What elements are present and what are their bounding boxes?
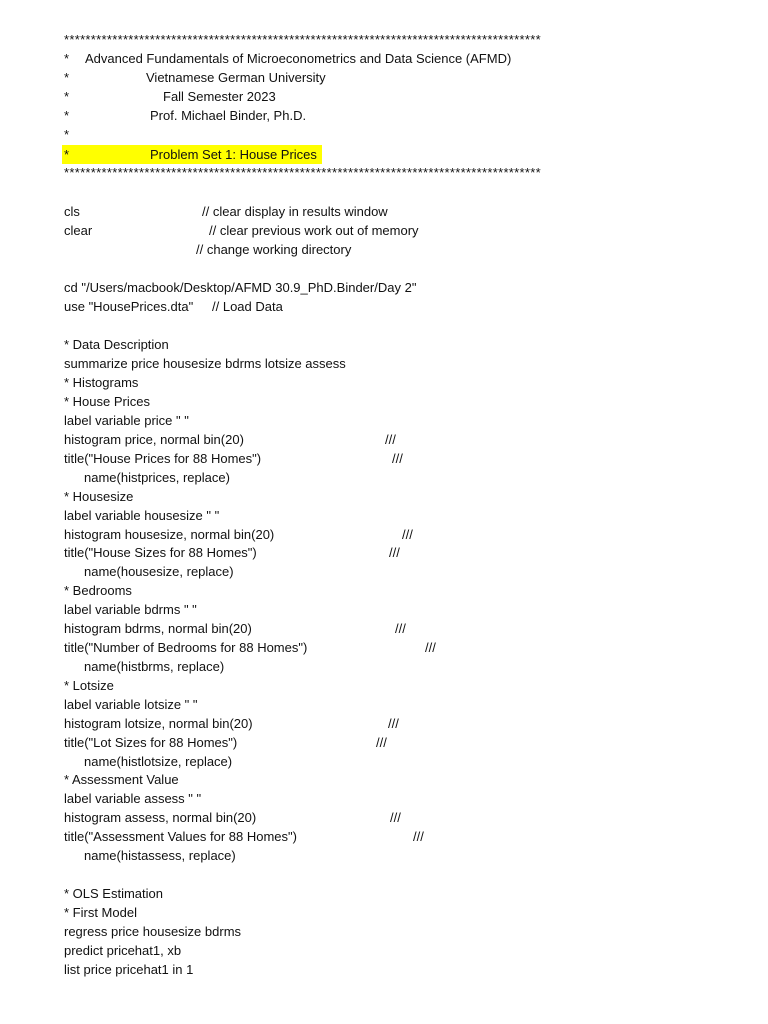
list-command: list price pricehat1 in 1 <box>64 962 194 977</box>
header-star: * <box>64 89 70 104</box>
use-command: use "HousePrices.dta" <box>64 299 194 314</box>
predict-command: predict pricehat1, xb <box>64 943 182 958</box>
header-star: * <box>64 127 70 142</box>
title-bdrms: title("Number of Bedrooms for 88 Homes") <box>64 640 308 655</box>
label-lotsize: label variable lotsize " " <box>64 697 198 712</box>
course-title: Advanced Fundamentals of Microeconometrics and Data Science (AFMD) <box>85 51 512 66</box>
histogram-housesize: histogram housesize, normal bin(20) <box>64 527 275 542</box>
instructor: Prof. Michael Binder, Ph.D. <box>150 108 307 123</box>
header-star: * <box>64 108 70 123</box>
cls-comment: // clear display in results window <box>202 204 388 219</box>
semester: Fall Semester 2023 <box>163 89 276 104</box>
comment-data-description: * Data Description <box>64 337 169 352</box>
header-stars-bottom: ***************************************************************************************** <box>64 165 541 180</box>
title-housesize: title("House Sizes for 88 Homes") <box>64 545 257 560</box>
line-continuation: /// <box>385 432 396 447</box>
title-price: title("House Prices for 88 Homes") <box>64 451 262 466</box>
title-assess: title("Assessment Values for 88 Homes") <box>64 829 297 844</box>
line-continuation: /// <box>376 735 387 750</box>
title-lotsize: title("Lot Sizes for 88 Homes") <box>64 735 238 750</box>
line-continuation: /// <box>402 527 413 542</box>
name-assess: name(histassess, replace) <box>84 848 236 863</box>
summarize-command: summarize price housesize bdrms lotsize assess <box>64 356 346 371</box>
line-continuation: /// <box>388 716 399 731</box>
name-price: name(histprices, replace) <box>84 470 230 485</box>
header-star: * <box>64 70 70 85</box>
name-lotsize: name(histlotsize, replace) <box>84 754 233 769</box>
university-name: Vietnamese German University <box>146 70 326 85</box>
name-bdrms: name(histbrms, replace) <box>84 659 225 674</box>
comment-ols-estimation: * OLS Estimation <box>64 886 163 901</box>
clear-command: clear <box>64 223 93 238</box>
comment-histograms: * Histograms <box>64 375 139 390</box>
histogram-lotsize: histogram lotsize, normal bin(20) <box>64 716 253 731</box>
cd-comment: // change working directory <box>196 242 352 257</box>
label-assess: label variable assess " " <box>64 791 202 806</box>
comment-housesize: * Housesize <box>64 489 134 504</box>
cls-command: cls <box>64 204 80 219</box>
line-continuation: /// <box>389 545 400 560</box>
use-comment: // Load Data <box>212 299 283 314</box>
comment-first-model: * First Model <box>64 905 137 920</box>
comment-lotsize: * Lotsize <box>64 678 114 693</box>
histogram-assess: histogram assess, normal bin(20) <box>64 810 257 825</box>
line-continuation: /// <box>425 640 436 655</box>
line-continuation: /// <box>413 829 424 844</box>
line-continuation: /// <box>392 451 403 466</box>
regress-command: regress price housesize bdrms <box>64 924 242 939</box>
line-continuation: /// <box>395 621 406 636</box>
header-star: * <box>64 51 70 66</box>
label-bdrms: label variable bdrms " " <box>64 602 197 617</box>
cd-command: cd "/Users/macbook/Desktop/AFMD 30.9_PhD.Binder/Day 2" <box>64 280 417 295</box>
header-stars-top: ***************************************************************************************** <box>64 32 541 47</box>
name-housesize: name(housesize, replace) <box>84 564 234 579</box>
clear-comment: // clear previous work out of memory <box>209 223 419 238</box>
histogram-price: histogram price, normal bin(20) <box>64 432 244 447</box>
histogram-bdrms: histogram bdrms, normal bin(20) <box>64 621 252 636</box>
label-price: label variable price " " <box>64 413 189 428</box>
problem-set-title: Problem Set 1: House Prices <box>150 147 317 162</box>
header-star: * <box>64 147 70 162</box>
comment-bedrooms: * Bedrooms <box>64 583 132 598</box>
comment-house-prices: * House Prices <box>64 394 150 409</box>
line-continuation: /// <box>390 810 401 825</box>
comment-assessment-value: * Assessment Value <box>64 772 179 787</box>
label-housesize: label variable housesize " " <box>64 508 220 523</box>
